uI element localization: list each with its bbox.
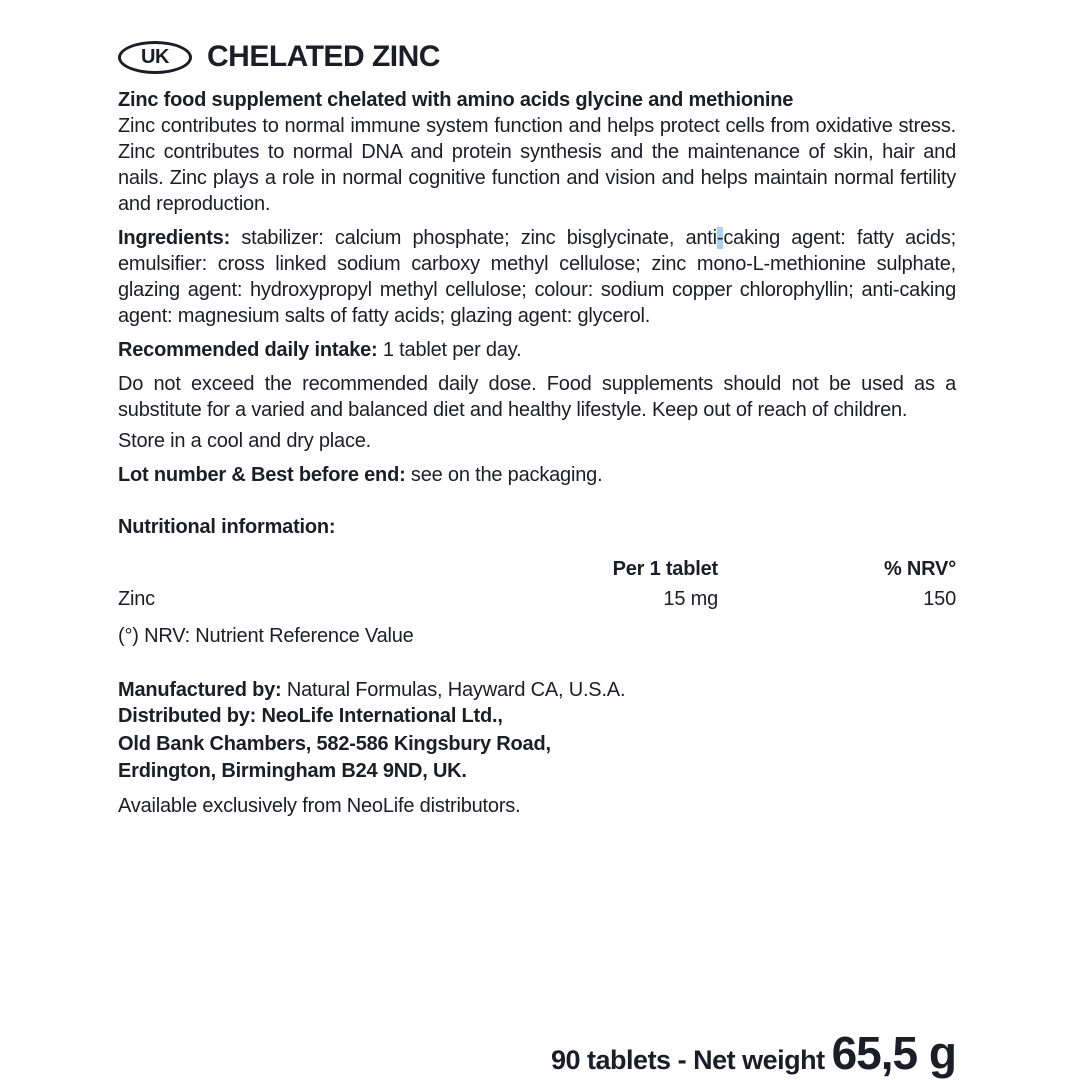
availability-text: Available exclusively from NeoLife distributors. (118, 794, 521, 817)
uk-badge: UK (118, 41, 192, 74)
description-text: Zinc contributes to normal immune system function and helps protect cells from oxidative stress. Zinc contributes to normal DNA and protein synthesis and the maintenance of skin, hair and nails. Zinc plays a role in normal cognitive function and vision and helps maintain normal fertility and reproduction. (118, 115, 956, 215)
nutrition-table (118, 554, 956, 614)
lot-line (118, 462, 956, 488)
storage-text: Store in a cool and dry place. (118, 430, 372, 452)
net-weight-line (551, 1026, 956, 1080)
nrv-footnote: (°) NRV: Nutrient Reference Value (118, 625, 414, 647)
lot-label: Lot number & Best before end: (118, 464, 406, 486)
distributor-line-1: Distributed by: NeoLife International Ltd., (118, 705, 503, 727)
nutrient-amount: 15 mg (663, 588, 718, 610)
distributor-line-2: Old Bank Chambers, 582-586 Kingsbury Road, (118, 732, 551, 755)
ingredients-paragraph (118, 225, 956, 329)
ingredients-text-pre: stabilizer: calcium phosphate; zinc bisglycinate, anti (230, 227, 717, 249)
manufacturer-text: Natural Formulas, Hayward CA, U.S.A. (281, 679, 626, 701)
distributor-line-3: Erdington, Birmingham B24 9ND, UK. (118, 760, 467, 782)
nutrient-nrv: 150 (923, 588, 956, 610)
nutrition-table-header (118, 554, 956, 584)
tablet-count: 90 tablets - Net weight (551, 1045, 832, 1075)
header (118, 40, 956, 74)
daily-intake-text: 1 tablet per day. (377, 339, 522, 361)
lot-text: see on the packaging. (405, 464, 603, 486)
manufacturer-label: Manufactured by: (118, 679, 282, 701)
ingredients-text-post: caking agent: fatty acids; emulsifier: cross linked sodium carboxy methyl cellulose; zinc mono-L-methionine sulphate, glazing agent: hydroxypropyl methyl cellulose; colour: sodium copper chlorophyllin; anti-caking agent: magnesium salts of fatty acids; glazing agent: glycerol. (118, 227, 956, 327)
net-weight-value: 65,5 g (831, 1027, 956, 1079)
table-row (118, 584, 956, 614)
col-nrv: % NRV° (883, 558, 956, 580)
daily-intake-label: Recommended daily intake: (118, 339, 378, 361)
col-per-tablet: Per 1 tablet (612, 558, 718, 580)
manufacturer-line (118, 677, 956, 703)
daily-intake-line (118, 337, 956, 363)
nutrition-heading: Nutritional information: (118, 516, 336, 538)
product-subtitle: Zinc food supplement chelated with amino acids glycine and methionine (118, 89, 794, 111)
highlighted-hyphen: - (716, 227, 724, 249)
col-spacer (118, 554, 478, 584)
nutrient-name: Zinc (118, 588, 155, 610)
ingredients-label: Ingredients: (118, 227, 231, 249)
page-title: CHELATED ZINC (207, 40, 440, 73)
warning-text: Do not exceed the recommended daily dose. Food supplements should not be used as a substitute for a varied and balanced diet and healthy lifestyle. Keep out of reach of children. (118, 373, 956, 421)
